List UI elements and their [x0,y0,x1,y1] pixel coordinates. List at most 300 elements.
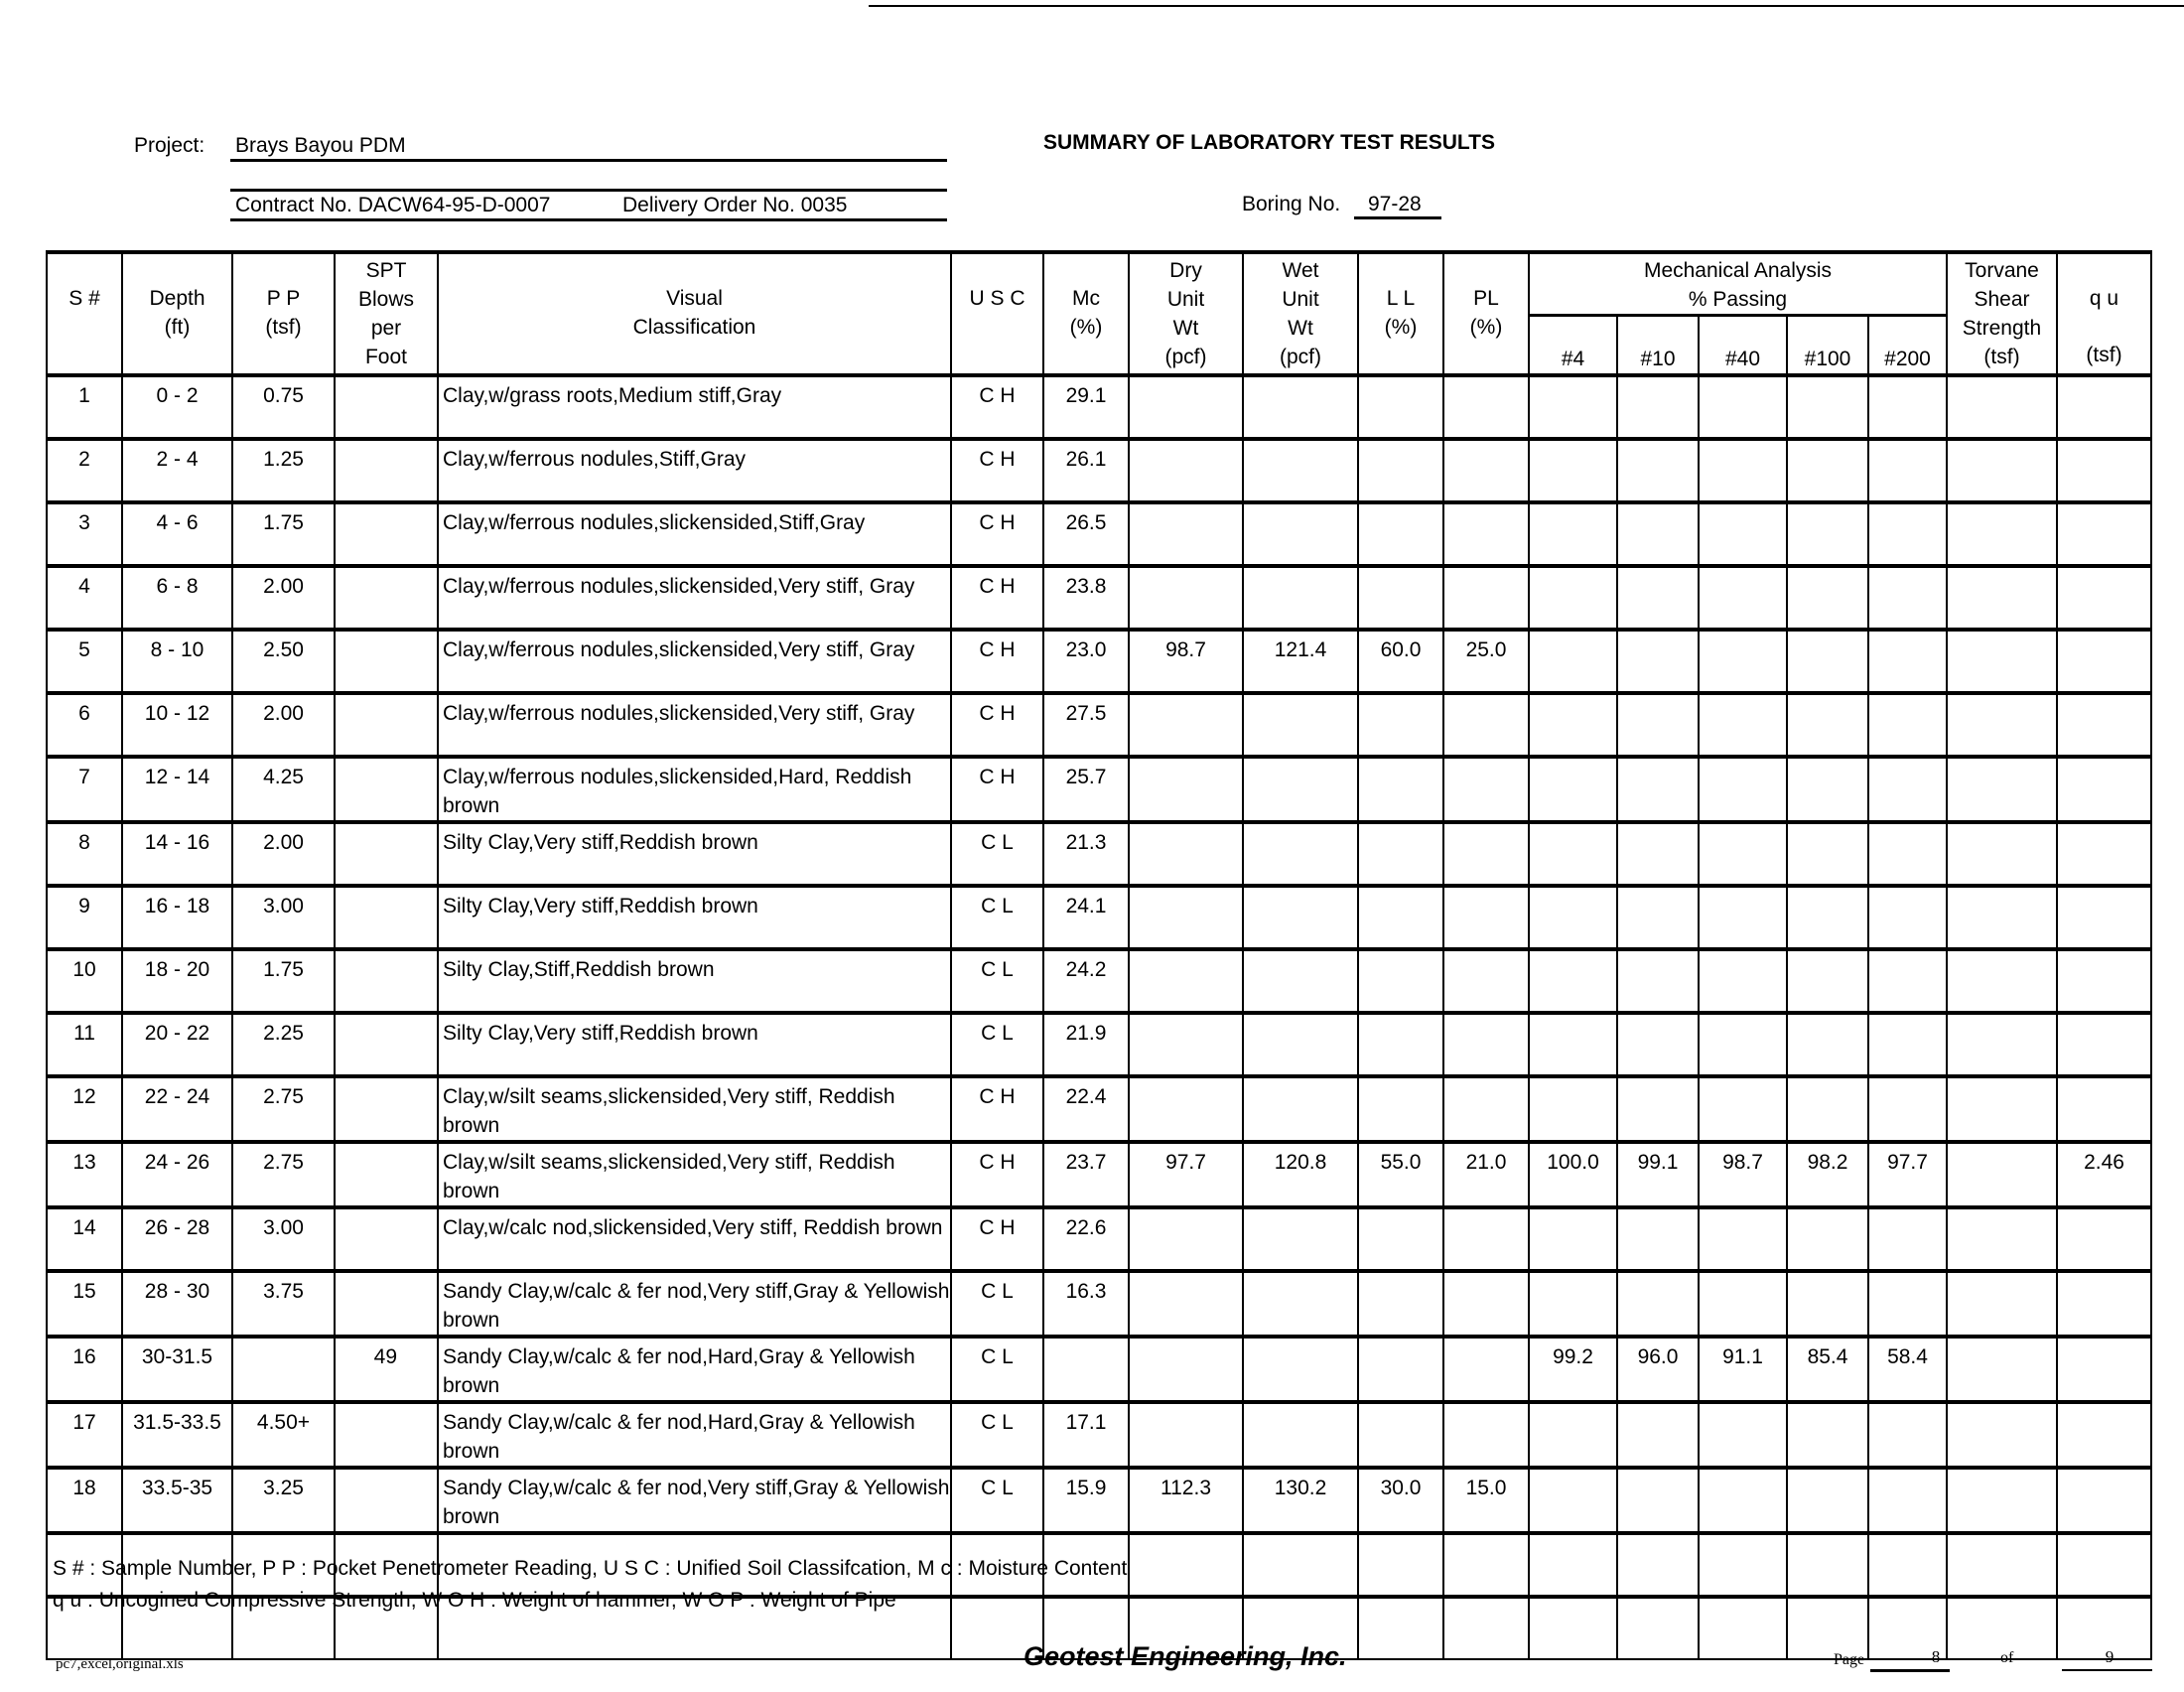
cell-torvane-strength [1947,375,2057,439]
cell-dry-unit-wt: 112.3 [1129,1468,1243,1533]
cell-wet-unit-wt [1243,757,1358,822]
cell-usc: C H [951,1207,1043,1271]
cell-moisture-content: 25.7 [1043,757,1129,822]
cell-usc: C H [951,375,1043,439]
cell-wet-unit-wt [1243,566,1358,630]
cell-qu [2057,1207,2151,1271]
page-label: Page [1834,1651,1865,1668]
cell-wet-unit-wt: 120.8 [1243,1142,1358,1207]
cell-visual-classification: Clay,w/ferrous nodules,slickensided,Very stiff, Gray [438,630,951,693]
cell-sieve-100 [1787,1271,1868,1337]
cell-spt-blows [335,949,438,1013]
cell-sieve-200 [1868,502,1947,566]
cell-depth: 6 - 8 [122,566,232,630]
header-text: Torvane [1965,259,2039,282]
header-text: Mechanical Analysis [1643,259,1833,282]
cell-dry-unit-wt [1129,693,1243,757]
cell-moisture-content: 27.5 [1043,693,1129,757]
table-row [47,1271,2151,1337]
cell-usc: C H [951,693,1043,757]
cell-sieve-10 [1617,1271,1699,1337]
cell-sample-number: 13 [47,1142,122,1207]
header-text: q u [2089,287,2119,310]
cell-sieve-40 [1699,757,1787,822]
cell-empty [1358,1597,1443,1659]
cell-usc: C L [951,1013,1043,1076]
cell-sieve-200 [1868,1402,1947,1468]
cell-torvane-strength [1947,1207,2057,1271]
header-text: (%) [1069,316,1103,339]
cell-pocket-penetrometer: 2.25 [232,1013,335,1076]
cell-sieve-100 [1787,757,1868,822]
cell-usc: C H [951,1142,1043,1207]
cell-depth: 26 - 28 [122,1207,232,1271]
cell-sample-number: 12 [47,1076,122,1142]
header-text: per [370,317,402,340]
cell-pocket-penetrometer: 1.25 [232,439,335,502]
header-text: PL [1473,287,1499,310]
cell-pocket-penetrometer: 3.75 [232,1271,335,1337]
cell-sieve-4 [1529,822,1617,886]
cell-liquid-limit [1358,822,1443,886]
cell-sieve-40 [1699,502,1787,566]
cell-pocket-penetrometer: 2.75 [232,1142,335,1207]
header-text: U S C [969,287,1025,310]
cell-plastic-limit [1443,693,1529,757]
cell-wet-unit-wt [1243,502,1358,566]
cell-sieve-4 [1529,1271,1617,1337]
cell-visual-classification: Silty Clay,Stiff,Reddish brown [438,949,951,1013]
cell-plastic-limit [1443,1337,1529,1402]
header-text: S # [68,287,100,310]
cell-wet-unit-wt: 130.2 [1243,1468,1358,1533]
cell-sieve-200: 97.7 [1868,1142,1947,1207]
cell-qu [2057,757,2151,822]
header-text: (pcf) [1280,346,1321,368]
cell-liquid-limit [1358,1076,1443,1142]
header-text: Wet [1282,259,1319,282]
col-sample-number [47,252,122,375]
cell-spt-blows [335,439,438,502]
cell-sieve-4 [1529,375,1617,439]
cell-empty [1358,1533,1443,1597]
cell-moisture-content [1043,1337,1129,1402]
header-text: Unit [1282,288,1319,311]
cell-sieve-100 [1787,822,1868,886]
cell-sieve-200 [1868,949,1947,1013]
cell-dry-unit-wt [1129,1271,1243,1337]
cell-sample-number: 9 [47,886,122,949]
cell-dry-unit-wt [1129,375,1243,439]
cell-torvane-strength [1947,1337,2057,1402]
table-row [47,630,2151,693]
page-total-underline [2062,1669,2152,1671]
cell-depth: 28 - 30 [122,1271,232,1337]
contract-underline [230,218,947,221]
cell-sieve-4: 100.0 [1529,1142,1617,1207]
cell-spt-blows [335,1142,438,1207]
cell-wet-unit-wt [1243,1207,1358,1271]
cell-depth: 18 - 20 [122,949,232,1013]
cell-wet-unit-wt [1243,439,1358,502]
cell-sieve-100: 85.4 [1787,1337,1868,1402]
table-row [47,1142,2151,1207]
cell-moisture-content: 23.0 [1043,630,1129,693]
cell-qu [2057,1468,2151,1533]
cell-sieve-40 [1699,693,1787,757]
cell-moisture-content: 22.4 [1043,1076,1129,1142]
cell-sieve-10 [1617,1207,1699,1271]
cell-liquid-limit [1358,375,1443,439]
cell-usc: C L [951,1337,1043,1402]
cell-qu [2057,375,2151,439]
project-label: Project: [134,134,205,157]
cell-liquid-limit: 30.0 [1358,1468,1443,1533]
cell-pocket-penetrometer: 2.00 [232,566,335,630]
of-label: of [2000,1649,2014,1666]
cell-sieve-100 [1787,566,1868,630]
col-sieve-4: #4 [1529,316,1617,375]
lab-results-table [46,250,2152,1660]
cell-empty [1443,1597,1529,1659]
cell-depth: 14 - 16 [122,822,232,886]
cell-sieve-40 [1699,375,1787,439]
cell-depth: 16 - 18 [122,886,232,949]
cell-dry-unit-wt: 97.7 [1129,1142,1243,1207]
cell-sieve-4 [1529,1207,1617,1271]
col-mechanical-analysis [1529,252,1947,316]
header-text: Depth [149,287,205,310]
cell-depth: 20 - 22 [122,1013,232,1076]
cell-pocket-penetrometer: 2.50 [232,630,335,693]
cell-visual-classification: Sandy Clay,w/calc & fer nod,Hard,Gray & Yellowish brown [438,1337,951,1402]
cell-qu: 2.46 [2057,1142,2151,1207]
cell-sieve-10 [1617,1402,1699,1468]
header-text: (tsf) [265,316,302,339]
cell-plastic-limit [1443,502,1529,566]
cell-torvane-strength [1947,886,2057,949]
header-text: Shear [1974,288,2030,311]
cell-empty [1699,1597,1787,1659]
cell-sieve-200 [1868,566,1947,630]
cell-sieve-100 [1787,375,1868,439]
cell-dry-unit-wt [1129,439,1243,502]
cell-sieve-200 [1868,886,1947,949]
cell-sieve-4 [1529,949,1617,1013]
cell-sieve-10 [1617,693,1699,757]
cell-torvane-strength [1947,757,2057,822]
cell-empty [1529,1533,1617,1597]
cell-qu [2057,949,2151,1013]
cell-sieve-10 [1617,886,1699,949]
cell-depth: 2 - 4 [122,439,232,502]
report-title: SUMMARY OF LABORATORY TEST RESULTS [1043,131,1496,154]
cell-moisture-content: 17.1 [1043,1402,1129,1468]
cell-pocket-penetrometer: 1.75 [232,502,335,566]
cell-wet-unit-wt [1243,693,1358,757]
cell-sieve-40 [1699,1468,1787,1533]
cell-qu [2057,886,2151,949]
cell-liquid-limit [1358,502,1443,566]
cell-torvane-strength [1947,566,2057,630]
cell-spt-blows [335,693,438,757]
cell-spt-blows [335,1076,438,1142]
cell-sieve-10 [1617,1013,1699,1076]
cell-visual-classification: Sandy Clay,w/calc & fer nod,Very stiff,Gray & Yellowish brown [438,1271,951,1337]
col-dry-unit-wt [1129,252,1243,375]
company-name: Geotest Engineering, Inc. [1024,1641,1347,1671]
cell-depth: 8 - 10 [122,630,232,693]
col-usc [951,252,1043,375]
cell-moisture-content: 16.3 [1043,1271,1129,1337]
boring-label: Boring No. [1242,193,1341,215]
cell-spt-blows [335,1402,438,1468]
cell-depth: 12 - 14 [122,757,232,822]
cell-visual-classification: Sandy Clay,w/calc & fer nod,Very stiff,Gray & Yellowish brown [438,1468,951,1533]
cell-moisture-content: 26.1 [1043,439,1129,502]
legend-line-1: S # : Sample Number, P P : Pocket Penetrometer Reading, U S C : Unified Soil Classifcation, M c : Moisture Content [53,1557,1128,1580]
cell-usc: C L [951,1271,1043,1337]
cell-depth: 24 - 26 [122,1142,232,1207]
cell-torvane-strength [1947,949,2057,1013]
cell-sample-number: 15 [47,1271,122,1337]
cell-wet-unit-wt [1243,886,1358,949]
page-total: 9 [2105,1647,2115,1666]
col-moisture-content [1043,252,1129,375]
cell-pocket-penetrometer: 2.00 [232,822,335,886]
cell-sieve-40 [1699,1013,1787,1076]
header-text: (%) [1384,316,1418,339]
cell-usc: C L [951,886,1043,949]
table-row [47,1207,2151,1271]
cell-spt-blows [335,1207,438,1271]
col-depth [122,252,232,375]
cell-sieve-10: 99.1 [1617,1142,1699,1207]
cell-dry-unit-wt [1129,1337,1243,1402]
cell-depth: 31.5-33.5 [122,1402,232,1468]
cell-sample-number: 5 [47,630,122,693]
cell-sieve-10: 96.0 [1617,1337,1699,1402]
cell-sieve-40 [1699,1076,1787,1142]
cell-qu [2057,439,2151,502]
header-text: Dry [1169,259,1202,282]
header-text: L L [1386,287,1416,310]
table-row [47,1468,2151,1533]
cell-sieve-4 [1529,757,1617,822]
col-visual-classification [438,252,951,375]
cell-liquid-limit: 55.0 [1358,1142,1443,1207]
cell-liquid-limit [1358,1207,1443,1271]
cell-depth: 4 - 6 [122,502,232,566]
cell-qu [2057,693,2151,757]
cell-qu [2057,630,2151,693]
header-text: (%) [1469,316,1503,339]
cell-pocket-penetrometer: 4.25 [232,757,335,822]
cell-sieve-200 [1868,757,1947,822]
cell-liquid-limit [1358,757,1443,822]
cell-moisture-content: 22.6 [1043,1207,1129,1271]
cell-visual-classification: Clay,w/ferrous nodules,slickensided,Stiff,Gray [438,502,951,566]
cell-usc: C H [951,1076,1043,1142]
cell-spt-blows [335,757,438,822]
cell-depth: 30-31.5 [122,1337,232,1402]
cell-sample-number: 18 [47,1468,122,1533]
cell-sieve-4 [1529,1402,1617,1468]
col-sieve-10: #10 [1617,316,1699,375]
cell-sample-number: 16 [47,1337,122,1402]
cell-sieve-10 [1617,375,1699,439]
cell-sieve-200 [1868,630,1947,693]
cell-sieve-40: 98.7 [1699,1142,1787,1207]
cell-sieve-100 [1787,439,1868,502]
cell-qu [2057,566,2151,630]
header-text: Blows [357,288,415,311]
cell-sieve-100 [1787,1402,1868,1468]
cell-plastic-limit [1443,375,1529,439]
cell-torvane-strength [1947,1076,2057,1142]
cell-torvane-strength [1947,1142,2057,1207]
header-text: Unit [1166,288,1205,311]
cell-empty [1787,1533,1868,1597]
cell-plastic-limit [1443,757,1529,822]
cell-sieve-10 [1617,630,1699,693]
cell-pocket-penetrometer: 3.00 [232,1207,335,1271]
cell-spt-blows [335,502,438,566]
cell-sieve-200 [1868,1076,1947,1142]
table-header [47,252,2151,375]
cell-dry-unit-wt [1129,1402,1243,1468]
cell-moisture-content: 29.1 [1043,375,1129,439]
cell-wet-unit-wt [1243,1337,1358,1402]
cell-sieve-200: 58.4 [1868,1337,1947,1402]
cell-sieve-200 [1868,375,1947,439]
cell-qu [2057,502,2151,566]
table-row [47,693,2151,757]
header-text: (tsf) [1983,346,2020,368]
cell-wet-unit-wt [1243,822,1358,886]
page-current: 8 [1931,1647,1941,1666]
cell-sieve-100: 98.2 [1787,1142,1868,1207]
cell-visual-classification: Clay,w/grass roots,Medium stiff,Gray [438,375,951,439]
cell-plastic-limit [1443,886,1529,949]
cell-sieve-100 [1787,1076,1868,1142]
cell-spt-blows [335,1468,438,1533]
cell-plastic-limit [1443,1402,1529,1468]
cell-sample-number: 8 [47,822,122,886]
cell-empty [1243,1533,1358,1597]
header-text: % Passing [1688,288,1788,311]
table-row [47,1076,2151,1142]
cell-dry-unit-wt [1129,949,1243,1013]
cell-plastic-limit [1443,1271,1529,1337]
cell-plastic-limit: 25.0 [1443,630,1529,693]
cell-qu [2057,1337,2151,1402]
table-row [47,886,2151,949]
cell-sieve-40 [1699,630,1787,693]
cell-torvane-strength [1947,502,2057,566]
cell-empty [1868,1533,1947,1597]
cell-sample-number: 2 [47,439,122,502]
cell-torvane-strength [1947,1271,2057,1337]
cell-liquid-limit [1358,949,1443,1013]
cell-torvane-strength [1947,439,2057,502]
cell-sieve-4 [1529,630,1617,693]
cell-sieve-40 [1699,1402,1787,1468]
cell-sieve-10 [1617,1468,1699,1533]
cell-sample-number: 3 [47,502,122,566]
cell-torvane-strength [1947,1468,2057,1533]
cell-sieve-10 [1617,439,1699,502]
cell-sample-number: 6 [47,693,122,757]
cell-pocket-penetrometer: 4.50+ [232,1402,335,1468]
table-row [47,1402,2151,1468]
cell-qu [2057,1402,2151,1468]
cell-sieve-200 [1868,822,1947,886]
cell-torvane-strength [1947,1402,2057,1468]
cell-sieve-4 [1529,693,1617,757]
delivery-order-number: Delivery Order No. 0035 [622,194,848,216]
cell-visual-classification: Silty Clay,Very stiff,Reddish brown [438,822,951,886]
cell-usc: C H [951,630,1043,693]
table-row [47,566,2151,630]
cell-sieve-100 [1787,1468,1868,1533]
header-text: Classification [632,316,756,339]
cell-sieve-10 [1617,566,1699,630]
cell-sieve-40 [1699,566,1787,630]
cell-visual-classification: Sandy Clay,w/calc & fer nod,Hard,Gray & Yellowish brown [438,1402,951,1468]
header-text: (tsf) [2086,344,2122,366]
cell-sieve-4 [1529,1468,1617,1533]
cell-depth: 10 - 12 [122,693,232,757]
cell-usc: C L [951,1402,1043,1468]
cell-sieve-200 [1868,1207,1947,1271]
cell-dry-unit-wt [1129,1207,1243,1271]
cell-spt-blows [335,886,438,949]
cell-qu [2057,1013,2151,1076]
cell-dry-unit-wt [1129,886,1243,949]
col-pp [232,252,335,375]
table-row [47,822,2151,886]
cell-sieve-40 [1699,1271,1787,1337]
cell-sieve-4 [1529,502,1617,566]
cell-liquid-limit [1358,693,1443,757]
cell-liquid-limit [1358,1402,1443,1468]
header-text: (ft) [164,316,191,339]
cell-dry-unit-wt [1129,1076,1243,1142]
cell-empty [1443,1533,1529,1597]
cell-sieve-40 [1699,886,1787,949]
cell-sieve-10 [1617,949,1699,1013]
cell-liquid-limit: 60.0 [1358,630,1443,693]
cell-spt-blows [335,375,438,439]
cell-torvane-strength [1947,1013,2057,1076]
cell-plastic-limit [1443,1076,1529,1142]
header-text: P P [266,287,301,310]
cell-sieve-10 [1617,502,1699,566]
cell-pocket-penetrometer: 0.75 [232,375,335,439]
project-value: Brays Bayou PDM [235,134,406,157]
cell-sieve-40 [1699,439,1787,502]
cell-usc: C L [951,822,1043,886]
cell-plastic-limit [1443,566,1529,630]
cell-liquid-limit [1358,566,1443,630]
cell-sample-number: 11 [47,1013,122,1076]
cell-plastic-limit [1443,439,1529,502]
cell-sieve-10 [1617,757,1699,822]
top-rule [869,5,2184,7]
cell-visual-classification: Clay,w/ferrous nodules,slickensided,Very stiff, Gray [438,693,951,757]
col-liquid-limit [1358,252,1443,375]
